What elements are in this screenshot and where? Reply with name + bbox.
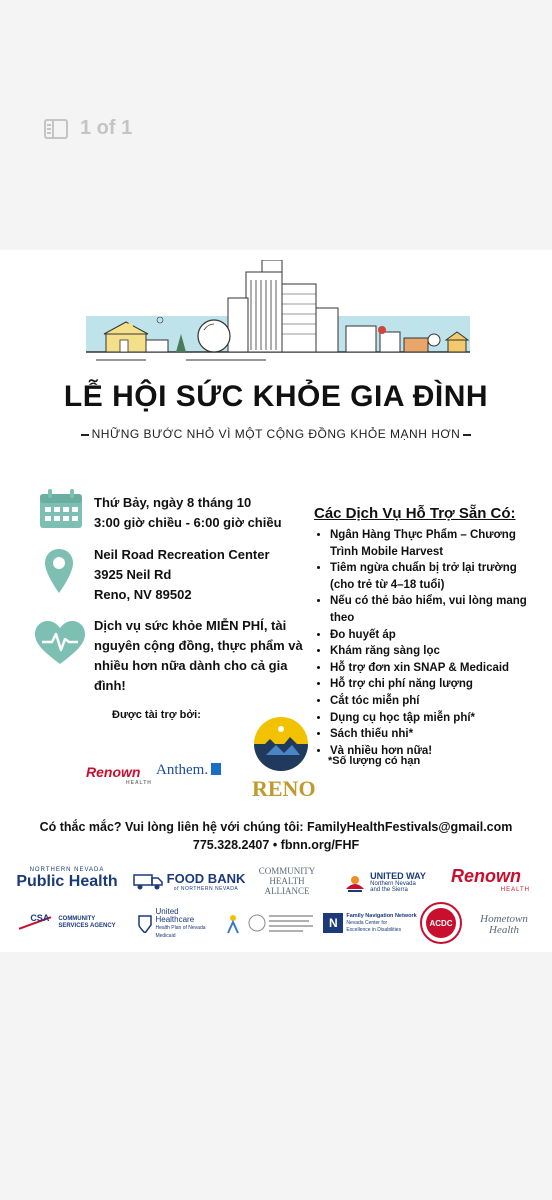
renown-partner-sub: HEALTH [500, 886, 530, 893]
flyer-subtitle [4, 427, 548, 441]
nevada-n-icon: N [323, 913, 343, 933]
location-pin-icon [44, 548, 74, 594]
united-healthcare-logo [126, 906, 218, 942]
uhc-shield-icon [138, 915, 152, 933]
renown-partner-name: Renown [451, 865, 521, 886]
northern-nevada-public-health-logo [12, 864, 122, 894]
fnn-sub-2: Excellence in Disabilities [346, 926, 402, 933]
acdc-seal-icon [420, 902, 462, 944]
renown-wordmark: Renown [86, 764, 141, 780]
event-location [94, 545, 270, 605]
fnn-title: Family Navigation Network [346, 912, 417, 919]
address-line-1: 3925 Neil Rd [94, 567, 172, 582]
csa-name-1: COMMUNITY [58, 916, 96, 922]
united-way-name: UNITED WAY [370, 871, 426, 881]
list-item: • Hỗ trợ chi phí năng lượng [330, 676, 540, 693]
food-bank-name: FOOD BANK [166, 870, 246, 886]
viewer-background [0, 952, 552, 1200]
subtitle-text: NHỮNG BƯỚC NHỎ VÌ MỘT CỘNG ĐỒNG KHỎE MẠNH HƠN [91, 427, 461, 441]
anthem-wordmark: Anthem. [156, 762, 209, 778]
uhc-sub-1: Health Plan of Nevada [155, 925, 206, 931]
page-indicator[interactable] [44, 117, 132, 140]
list-item: • Khám răng sàng lọc [330, 643, 540, 660]
sponsored-by-label: Được tài trợ bởi: [112, 709, 201, 721]
list-item: • Ngân Hàng Thực Phẩm – Chương Trình Mobile Harvest [330, 527, 540, 560]
blue-cross-icon [211, 763, 221, 775]
contact-phone-web: 775.328.2407 • fbnn.org/FHF [192, 838, 360, 852]
heart-pulse-icon [34, 620, 86, 666]
uhc-name-2: Healthcare [155, 915, 195, 924]
venue-name: Neil Road Recreation Center [94, 547, 270, 562]
acdc-logo [420, 902, 462, 944]
partner-emblem [247, 909, 317, 937]
community-health-alliance-logo [250, 860, 324, 902]
united-way-sub-1: Northern Nevada [370, 881, 416, 887]
uhc-name-1: United [155, 907, 179, 916]
services-heading: Các Dịch Vụ Hỗ Trợ Sẵn Có: [314, 505, 516, 522]
hometown-name-2: Health [489, 924, 519, 936]
csa-abbr: CSA [30, 913, 50, 923]
free-services-prefix: Dịch vụ sức khỏe [94, 618, 207, 633]
fnn-sub-1: Nevada Center for [346, 919, 388, 926]
acdc-text: ACDC [429, 919, 453, 928]
list-item: • Nếu có thẻ bảo hiểm, vui lòng mang theo [330, 593, 540, 626]
cha-line-1: COMMUNITY [258, 866, 316, 876]
event-time: 3:00 giờ chiều - 6:00 giờ chiều [94, 515, 282, 530]
renown-sub: HEALTH [126, 780, 152, 786]
list-item: • Sách thiếu nhi* [330, 726, 540, 743]
dash-right [463, 434, 471, 436]
csa-name-2: SERVICES AGENCY [58, 923, 116, 929]
list-item: • Dụng cụ học tập miễn phí* [330, 710, 540, 727]
event-datetime [94, 493, 282, 533]
address-line-2: Reno, NV 89502 [94, 587, 192, 602]
free-highlight: MIỄN PHÍ [206, 618, 264, 633]
renown-health-sponsor-logo [86, 764, 152, 786]
flyer-page [4, 250, 548, 952]
reno-seal-icon [252, 715, 310, 773]
public-health-name: Public Health [16, 873, 118, 890]
united-way-sub-2: and the Sierra [370, 887, 408, 893]
page-count: 1 of 1 [80, 117, 133, 139]
united-way-logo [338, 862, 432, 902]
united-way-hand-icon [344, 871, 366, 893]
dash-left [81, 434, 89, 436]
cha-line-3: ALLIANCE [264, 886, 310, 896]
cha-line-2: HEALTH [269, 876, 305, 886]
city-of-reno-logo [252, 715, 316, 801]
list-item: • Và nhiều hơn nữa! [330, 743, 540, 760]
list-item: • Cắt tóc miễn phí [330, 693, 540, 710]
truck-icon [133, 871, 163, 891]
services-list [318, 527, 540, 759]
csa-emblem [16, 911, 54, 935]
contact-info [4, 818, 548, 854]
free-services-text [94, 616, 304, 696]
figure-icon [225, 913, 241, 935]
list-item: • Hỗ trợ đơn xin SNAP & Medicaid [330, 660, 540, 677]
free-services-rest: , tài nguyên cộng đồng, thực phẩm và nhiều hơn nữa dành cho cả gia đình! [94, 618, 303, 693]
hometown-name: Hometown [480, 913, 528, 925]
public-health-small: NORTHERN NEVADA [29, 867, 105, 873]
list-item: • Đo huyết áp [330, 627, 540, 644]
food-bank-sub: of NORTHERN NEVADA [173, 885, 239, 892]
anthem-sponsor-logo [156, 762, 221, 779]
calendar-icon [38, 488, 84, 530]
food-bank-logo [130, 866, 248, 896]
flyer-title: LỄ HỘI SỨC KHỎE GIA ĐÌNH [63, 380, 489, 413]
city-skyline-illustration [86, 260, 470, 372]
hometown-health-logo [466, 910, 542, 940]
partner-logo-small [222, 910, 244, 938]
renown-health-partner-logo [434, 862, 538, 896]
contact-line: Có thắc mắc? Vui lòng liên hệ với chúng tôi: FamilyHealthFestivals@gmail.com [39, 820, 513, 834]
list-item: • Tiêm ngừa chuẩn bị trở lại trường (cho trẻ từ 4–18 tuổi) [330, 560, 540, 593]
reno-wordmark: RENO [252, 776, 316, 801]
uhc-sub-2: Medicaid [155, 933, 176, 939]
limited-quantity-note: *Số lượng có hạn [328, 755, 421, 767]
event-date: Thứ Bảy, ngày 8 tháng 10 [94, 495, 252, 510]
viewer-toolbar [0, 0, 552, 250]
family-navigation-network-logo [322, 908, 418, 938]
partner-logo-text [246, 908, 318, 938]
sidebar-toggle-icon[interactable] [44, 119, 68, 139]
community-services-agency-logo [14, 908, 118, 938]
